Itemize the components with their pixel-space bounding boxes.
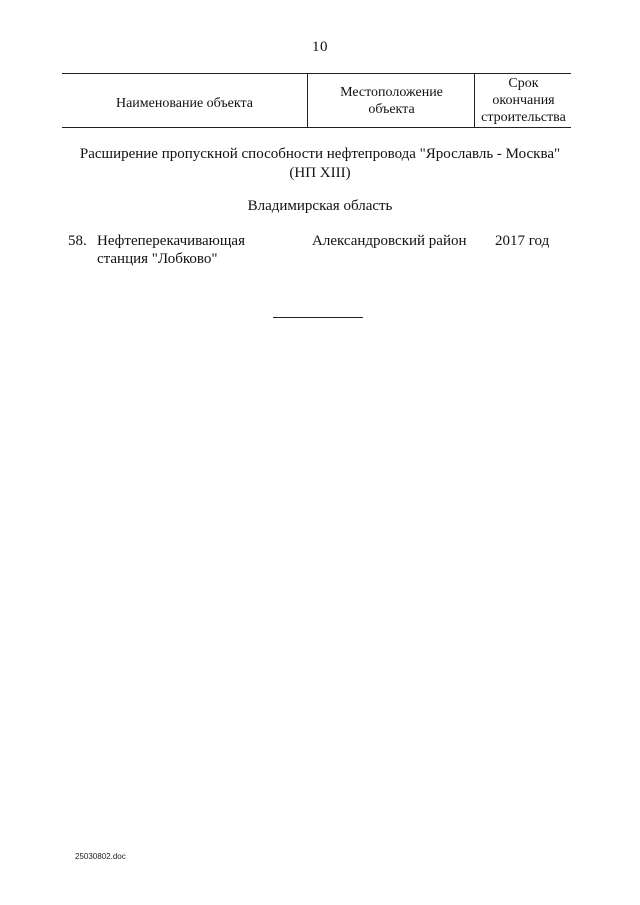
column-header-term-line: строительства — [481, 110, 566, 125]
page-number: 10 — [312, 39, 328, 55]
document-id: 25030802.doc — [75, 852, 126, 861]
row-object-name — [97, 232, 297, 268]
column-header-location-line: объекта — [368, 101, 415, 117]
row-object-name-line: Нефтеперекачивающая — [97, 233, 245, 249]
column-header-object-name: Наименование объекта — [115, 96, 254, 111]
section-title-line: Расширение пропускной способности нефтепровода "Ярославль - Москва" — [79, 146, 561, 162]
table-header — [62, 73, 571, 128]
end-divider — [273, 317, 363, 318]
row-number: 58. — [68, 233, 87, 249]
column-header-location-line: Местоположение — [340, 84, 443, 100]
column-header-location — [307, 74, 475, 127]
column-header-term-line: окончания — [492, 93, 555, 108]
row-object-name-line: станция "Лобково" — [97, 251, 218, 267]
column-header-completion-term — [474, 74, 572, 127]
table-row — [0, 232, 640, 272]
row-completion-term: 2017 год — [495, 233, 550, 249]
section-title — [0, 145, 640, 183]
section-title-line: (НП XIII) — [289, 165, 351, 181]
region-heading: Владимирская область — [247, 198, 393, 214]
column-header-term-line: Срок — [508, 76, 539, 91]
row-location: Александровский район — [312, 233, 467, 249]
